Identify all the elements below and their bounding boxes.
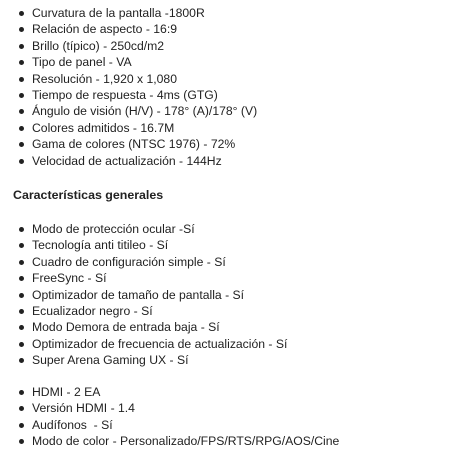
list-item [18,254,287,270]
list-item-text: HDMI - 2 EA [32,385,101,399]
bullet-icon [19,126,24,131]
list-item [18,136,257,152]
list-item [18,384,339,400]
list-item [18,87,257,103]
bullet-icon [19,358,24,363]
list-item-text: Curvatura de la pantalla -1800R [32,6,205,20]
bullet-icon [19,325,24,330]
list-item-text: Colores admitidos - 16.7M [32,120,175,135]
bullet-icon [19,390,24,395]
list-item [18,319,287,335]
list-item-text: Cuadro de configuración simple - Sí [32,254,226,269]
list-item [18,153,257,169]
bullet-icon [19,77,24,82]
connectivity-spec-list [18,384,339,450]
bullet-icon [19,11,24,16]
bullet-icon [19,27,24,32]
list-item-text: Ecualizador negro - Sí [32,303,153,318]
list-item-text: Audífonos - Sí [32,417,113,432]
list-item [18,303,287,319]
list-item-text: Modo de protección ocular -Sí [32,222,195,236]
bullet-icon [19,309,24,314]
list-item [18,5,257,21]
list-item [18,433,339,449]
list-item [18,221,287,237]
list-item-text: Brillo (típico) - 250cd/m2 [32,38,165,53]
list-item-text: Tecnología anti titileo - Sí [32,238,169,253]
general-feature-list [18,221,287,369]
list-item [18,352,287,368]
list-item-text: Tipo de panel - VA [32,55,132,70]
list-item [18,417,339,433]
list-item [18,71,257,87]
list-item-text: FreeSync - Sí [32,271,107,286]
bullet-icon [19,406,24,411]
list-item-text: Super Arena Gaming UX - Sí [32,353,189,368]
list-item [18,120,257,136]
list-item-text: Resolución - 1,920 x 1,080 [32,71,177,86]
bullet-icon [19,423,24,428]
bullet-icon [19,93,24,98]
list-item [18,287,287,303]
bullet-icon [19,159,24,164]
list-item [18,21,257,37]
list-item-text: Optimizador de tamaño de pantalla - Sí [32,287,245,302]
bullet-icon [19,243,24,248]
list-item [18,400,339,416]
bullet-icon [19,276,24,281]
list-item-text: Optimizador de frecuencia de actualización - Sí [32,336,288,351]
bullet-icon [19,342,24,347]
section-heading: Características generales [13,188,164,202]
list-item [18,38,257,54]
list-item-text: Ángulo de visión (H/V) - 178° (A)/178° (V) [32,104,258,119]
list-item [18,237,287,253]
list-item-text: Tiempo de respuesta - 4ms (GTG) [32,87,218,102]
bullet-icon [19,44,24,49]
list-item-text: Relación de aspecto - 16:9 [32,22,177,37]
list-item-text: Modo de color - Personalizado/FPS/RTS/RPG/AOS/Cine [32,434,340,449]
list-item [18,270,287,286]
bullet-icon [19,293,24,298]
display-spec-list [18,5,257,169]
list-item-text: Gama de colores (NTSC 1976) - 72% [32,137,236,152]
bullet-icon [19,260,24,265]
list-item-text: Velocidad de actualización - 144Hz [32,153,222,168]
list-item [18,103,257,119]
list-item [18,336,287,352]
bullet-icon [19,227,24,232]
list-item [18,54,257,70]
bullet-icon [19,439,24,444]
list-item-text: Versión HDMI - 1.4 [32,401,135,416]
bullet-icon [19,60,24,65]
bullet-icon [19,109,24,114]
list-item-text: Modo Demora de entrada baja - Sí [32,320,220,335]
bullet-icon [19,142,24,147]
